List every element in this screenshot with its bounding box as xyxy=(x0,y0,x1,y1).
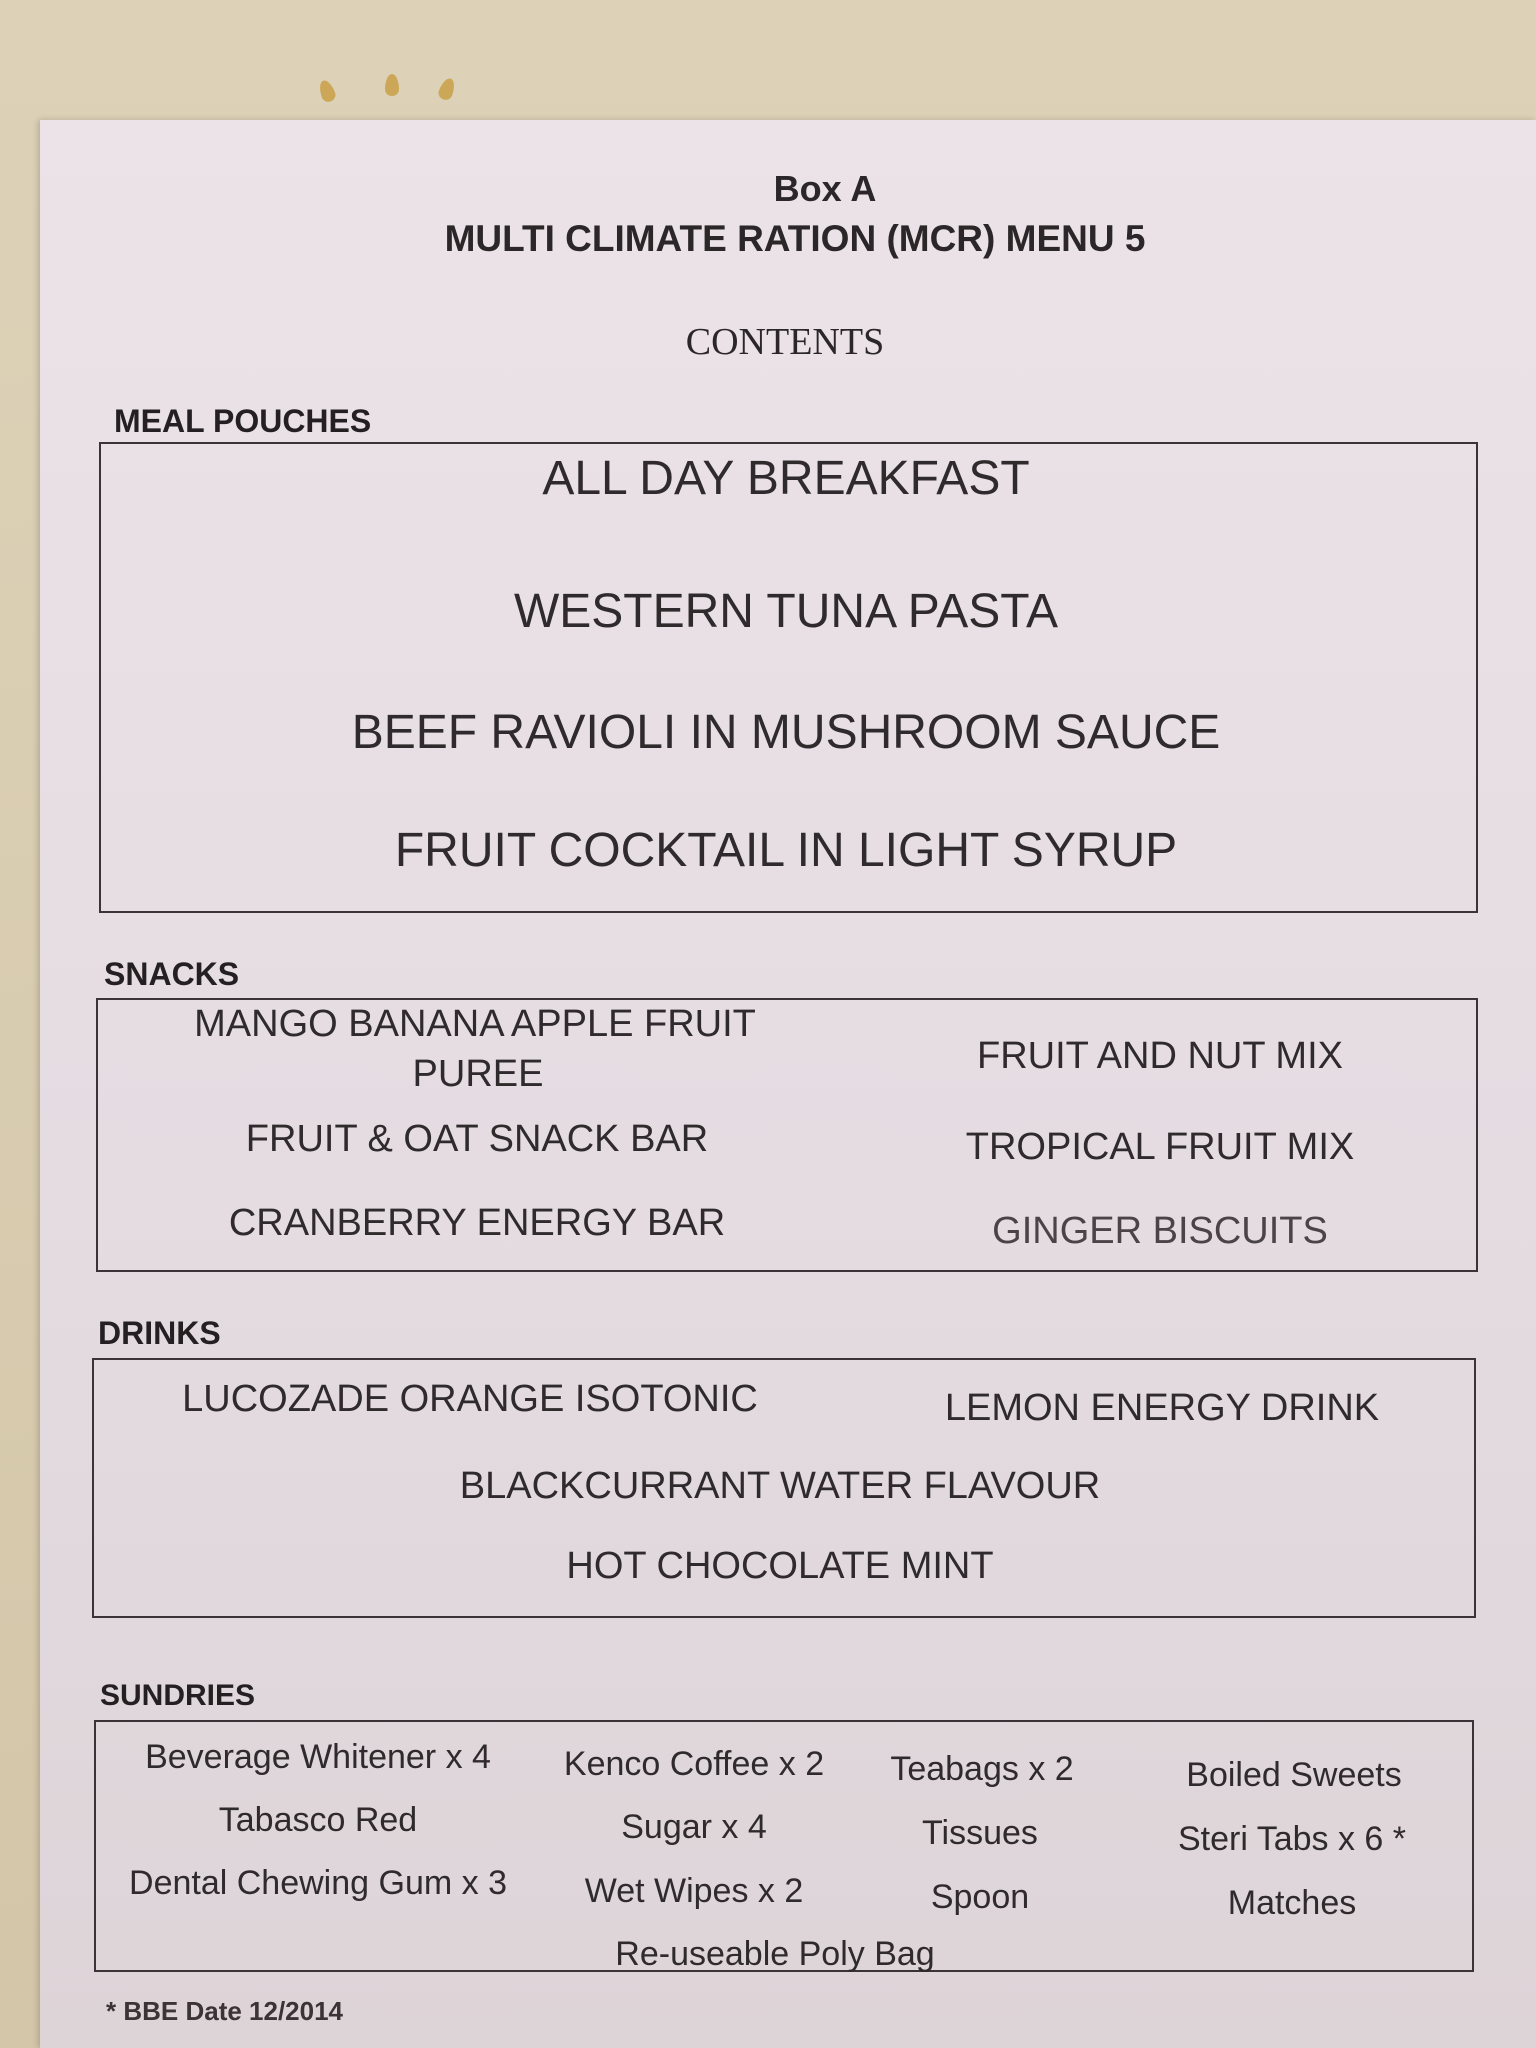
drink-item: HOT CHOCOLATE MINT xyxy=(566,1545,994,1587)
drink-item: LEMON ENERGY DRINK xyxy=(944,1387,1380,1429)
snack-item: FRUIT AND NUT MIX xyxy=(977,1035,1343,1077)
meal-item: BEEF RAVIOLI IN MUSHROOM SAUCE xyxy=(351,706,1221,759)
menu-title: MULTI CLIMATE RATION (MCR) MENU 5 xyxy=(444,218,1146,259)
snack-item: FRUIT & OAT SNACK BAR xyxy=(245,1118,709,1160)
sundry-item: Sugar x 4 xyxy=(621,1808,767,1846)
section-label-sundries: SUNDRIES xyxy=(100,1679,256,1712)
sundry-item: Dental Chewing Gum x 3 xyxy=(129,1864,507,1902)
section-label-meal-pouches: MEAL POUCHES xyxy=(114,403,372,439)
snack-item: CRANBERRY ENERGY BAR xyxy=(228,1202,726,1244)
snack-item: MANGO BANANA APPLE FRUIT xyxy=(194,1003,756,1045)
section-label-snacks: SNACKS xyxy=(104,956,240,992)
footnote: * BBE Date 12/2014 xyxy=(106,1996,344,2026)
sundry-item: Steri Tabs x 6 * xyxy=(1177,1820,1407,1858)
drink-item: BLACKCURRANT WATER FLAVOUR xyxy=(459,1465,1101,1507)
meal-item: FRUIT COCKTAIL IN LIGHT SYRUP xyxy=(394,824,1178,877)
sundry-item: Teabags x 2 xyxy=(890,1750,1074,1788)
sundry-item: Re-useable Poly Bag xyxy=(615,1935,935,1973)
snack-item: TROPICAL FRUIT MIX xyxy=(965,1126,1355,1168)
sundry-item: Kenco Coffee x 2 xyxy=(563,1745,825,1783)
snack-item: GINGER BISCUITS xyxy=(992,1210,1328,1252)
box-title: Box A xyxy=(773,168,877,209)
sundry-item: Tabasco Red xyxy=(218,1801,418,1839)
contents-heading: CONTENTS xyxy=(685,321,885,363)
meal-item: WESTERN TUNA PASTA xyxy=(513,585,1059,638)
section-label-drinks: DRINKS xyxy=(98,1315,221,1351)
meal-item: ALL DAY BREAKFAST xyxy=(542,452,1030,505)
sundry-item: Wet Wipes x 2 xyxy=(584,1872,804,1910)
sundry-item: Boiled Sweets xyxy=(1186,1756,1402,1794)
snack-item: PUREE xyxy=(412,1053,544,1095)
sundry-item: Beverage Whitener x 4 xyxy=(145,1738,491,1776)
sundry-item: Spoon xyxy=(930,1878,1030,1916)
sundry-item: Matches xyxy=(1227,1884,1357,1922)
sundry-item: Tissues xyxy=(922,1814,1038,1852)
drink-item: LUCOZADE ORANGE ISOTONIC xyxy=(182,1378,758,1420)
